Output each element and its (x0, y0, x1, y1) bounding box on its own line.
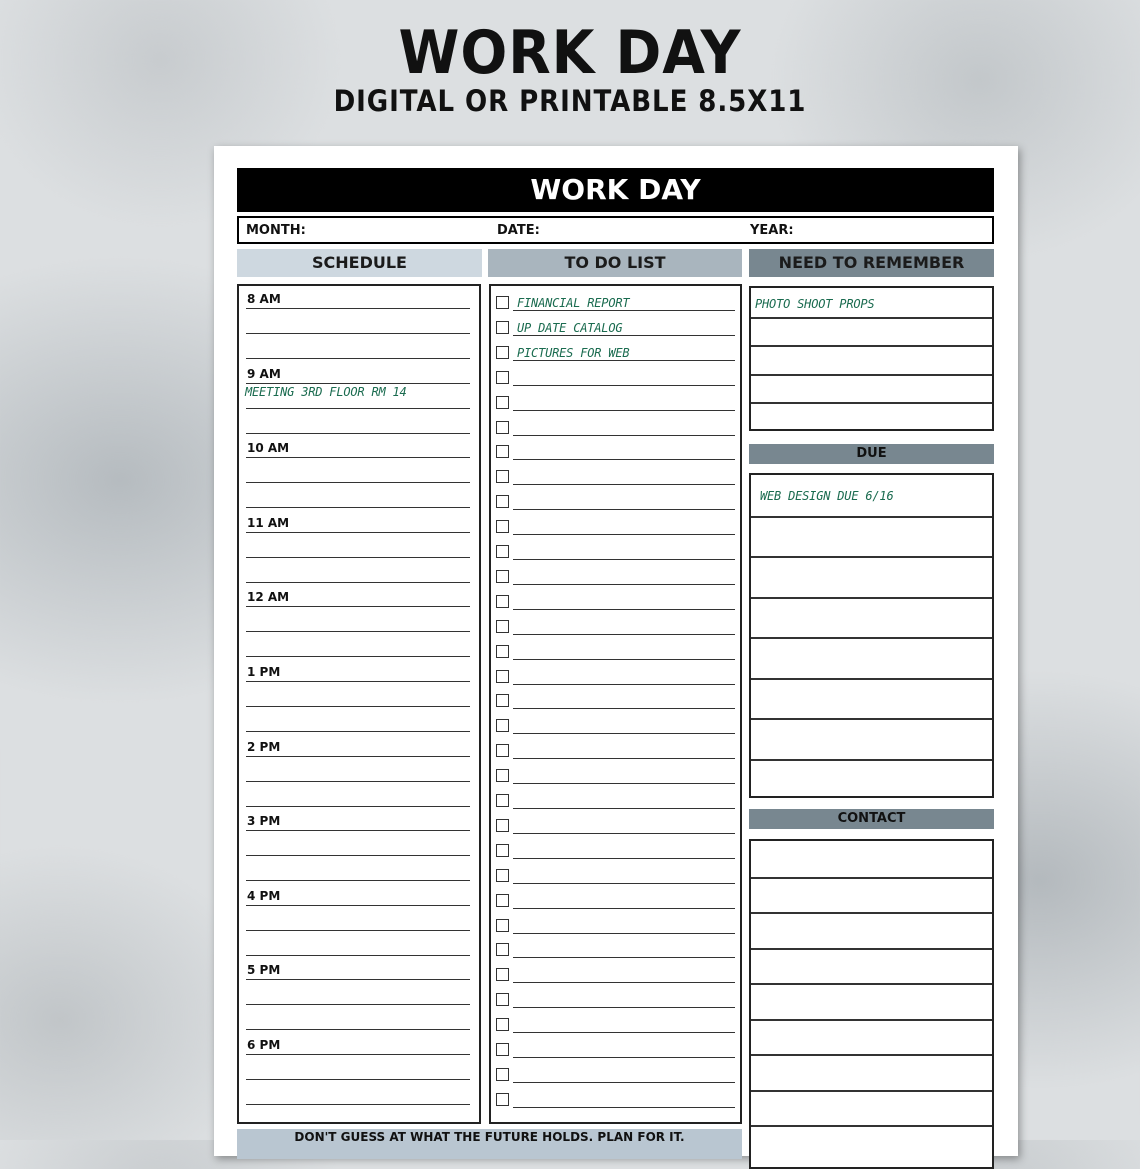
due-write-line[interactable] (751, 556, 992, 558)
schedule-time-label: 6 PM (247, 1038, 281, 1052)
todo-box (489, 284, 742, 1124)
todo-write-line[interactable] (513, 659, 735, 660)
contact-write-line[interactable] (751, 983, 992, 985)
todo-write-line[interactable] (513, 858, 735, 859)
contact-write-line[interactable] (751, 1090, 992, 1092)
schedule-write-line[interactable] (246, 880, 470, 881)
schedule-write-line[interactable] (246, 1104, 470, 1105)
todo-checkbox[interactable] (496, 943, 509, 956)
schedule-write-line[interactable] (246, 308, 470, 309)
schedule-write-line[interactable] (246, 731, 470, 732)
todo-checkbox[interactable] (496, 321, 509, 334)
todo-checkbox[interactable] (496, 869, 509, 882)
schedule-write-line[interactable] (246, 1004, 470, 1005)
todo-checkbox[interactable] (496, 794, 509, 807)
schedule-write-line[interactable] (246, 1029, 470, 1030)
schedule-write-line[interactable] (246, 756, 470, 757)
todo-write-line[interactable] (513, 310, 735, 311)
todo-checkbox[interactable] (496, 769, 509, 782)
due-box (749, 473, 994, 798)
due-write-line[interactable] (751, 678, 992, 680)
schedule-time-label: 11 AM (247, 515, 290, 530)
todo-write-line[interactable] (513, 833, 735, 834)
todo-write-line[interactable] (513, 385, 735, 386)
remember-write-line[interactable] (751, 345, 992, 347)
schedule-write-line[interactable] (246, 1054, 470, 1055)
schedule-write-line[interactable] (246, 507, 470, 508)
todo-write-line[interactable] (513, 957, 735, 958)
schedule-time-label: 9 AM (247, 366, 281, 381)
todo-checkbox[interactable] (496, 371, 509, 384)
schedule-write-line[interactable] (246, 930, 470, 931)
schedule-time-label: 1 PM (247, 665, 281, 679)
todo-write-line[interactable] (513, 609, 735, 610)
remember-header: NEED TO REMEMBER (749, 249, 994, 277)
todo-write-line[interactable] (513, 484, 735, 485)
schedule-time-label: 8 AM (247, 292, 281, 306)
todo-write-line[interactable] (513, 335, 735, 336)
schedule-write-line[interactable] (246, 606, 470, 607)
schedule-write-line[interactable] (246, 979, 470, 980)
todo-checkbox[interactable] (496, 719, 509, 732)
todo-checkbox[interactable] (496, 520, 509, 533)
todo-write-line[interactable] (513, 410, 735, 411)
todo-write-line[interactable] (513, 1032, 735, 1033)
year-label: YEAR: (750, 223, 794, 238)
due-header: DUE (749, 444, 994, 464)
todo-write-line[interactable] (513, 783, 735, 784)
schedule-entry: MEETING 3RD FLOOR RM 14 (245, 385, 407, 399)
todo-item: FINANCIAL REPORT (517, 296, 630, 310)
todo-checkbox[interactable] (496, 296, 509, 309)
todo-write-line[interactable] (513, 534, 735, 535)
date-label: DATE: (497, 223, 540, 238)
todo-checkbox[interactable] (496, 968, 509, 981)
todo-checkbox[interactable] (496, 819, 509, 832)
schedule-write-line[interactable] (246, 955, 470, 956)
todo-write-line[interactable] (513, 808, 735, 809)
hero-title: WORK DAY (398, 18, 742, 88)
todo-item: UP DATE CATALOG (517, 320, 623, 335)
todo-checkbox[interactable] (496, 470, 509, 483)
schedule-write-line[interactable] (246, 408, 470, 409)
footer-quote: DON'T GUESS AT WHAT THE FUTURE HOLDS. PLAN FOR IT. (237, 1129, 742, 1159)
schedule-write-line[interactable] (246, 905, 470, 906)
todo-checkbox[interactable] (496, 620, 509, 633)
contact-header: CONTACT (749, 809, 994, 829)
planner-sheet (214, 146, 1018, 1156)
schedule-write-line[interactable] (246, 582, 470, 583)
todo-checkbox[interactable] (496, 495, 509, 508)
remember-write-line[interactable] (751, 402, 992, 404)
hero-subtitle: DIGITAL OR PRINTABLE 8.5X11 (333, 84, 807, 118)
schedule-write-line[interactable] (246, 457, 470, 458)
schedule-write-line[interactable] (246, 681, 470, 682)
todo-write-line[interactable] (513, 360, 735, 361)
todo-checkbox[interactable] (496, 919, 509, 932)
due-write-line[interactable] (751, 718, 992, 720)
todo-write-line[interactable] (513, 584, 735, 585)
todo-write-line[interactable] (513, 509, 735, 510)
schedule-time-label: 2 PM (247, 739, 281, 754)
schedule-write-line[interactable] (246, 830, 470, 831)
schedule-time-label: 5 PM (247, 963, 281, 978)
todo-write-line[interactable] (513, 1107, 735, 1108)
todo-checkbox[interactable] (496, 421, 509, 434)
todo-checkbox[interactable] (496, 744, 509, 757)
date-line (237, 216, 994, 244)
contact-write-line[interactable] (751, 1054, 992, 1056)
schedule-write-line[interactable] (246, 1079, 470, 1080)
schedule-write-line[interactable] (246, 631, 470, 632)
todo-checkbox[interactable] (496, 1068, 509, 1081)
todo-write-line[interactable] (513, 459, 735, 460)
due-write-line[interactable] (751, 516, 992, 518)
due-item: WEB DESIGN DUE 6/16 (760, 489, 894, 503)
schedule-write-line[interactable] (246, 482, 470, 483)
todo-write-line[interactable] (513, 883, 735, 884)
todo-checkbox[interactable] (496, 894, 509, 907)
remember-item: PHOTO SHOOT PROPS (755, 297, 875, 311)
remember-write-line[interactable] (751, 317, 992, 319)
schedule-write-line[interactable] (246, 358, 470, 359)
todo-write-line[interactable] (513, 435, 735, 436)
schedule-write-line[interactable] (246, 333, 470, 334)
schedule-write-line[interactable] (246, 656, 470, 657)
todo-write-line[interactable] (513, 733, 735, 734)
todo-header: TO DO LIST (488, 249, 742, 277)
todo-write-line[interactable] (513, 634, 735, 635)
schedule-write-line[interactable] (246, 532, 470, 533)
schedule-write-line[interactable] (246, 781, 470, 782)
todo-write-line[interactable] (513, 982, 735, 983)
schedule-time-label: 10 AM (247, 441, 290, 456)
contact-write-line[interactable] (751, 877, 992, 879)
todo-checkbox[interactable] (496, 570, 509, 583)
todo-write-line[interactable] (513, 684, 735, 685)
todo-checkbox[interactable] (496, 445, 509, 458)
schedule-header: SCHEDULE (237, 249, 482, 277)
todo-checkbox[interactable] (496, 1043, 509, 1056)
schedule-write-line[interactable] (246, 433, 470, 434)
todo-checkbox[interactable] (496, 346, 509, 359)
schedule-write-line[interactable] (246, 855, 470, 856)
due-write-line[interactable] (751, 759, 992, 761)
todo-write-line[interactable] (513, 559, 735, 560)
schedule-time-label: 12 AM (247, 590, 290, 605)
remember-box (749, 286, 994, 431)
due-write-line[interactable] (751, 597, 992, 599)
todo-checkbox[interactable] (496, 595, 509, 608)
todo-checkbox[interactable] (496, 844, 509, 857)
todo-write-line[interactable] (513, 708, 735, 709)
contact-write-line[interactable] (751, 948, 992, 950)
todo-write-line[interactable] (513, 1057, 735, 1058)
month-label: MONTH: (246, 223, 306, 238)
todo-write-line[interactable] (513, 1007, 735, 1008)
todo-checkbox[interactable] (496, 1018, 509, 1031)
due-write-line[interactable] (751, 637, 992, 639)
schedule-time-label: 4 PM (247, 888, 281, 903)
todo-checkbox[interactable] (496, 396, 509, 409)
todo-checkbox[interactable] (496, 645, 509, 658)
todo-write-line[interactable] (513, 758, 735, 759)
schedule-write-line[interactable] (246, 706, 470, 707)
todo-checkbox[interactable] (496, 694, 509, 707)
contact-write-line[interactable] (751, 912, 992, 914)
schedule-write-line[interactable] (246, 806, 470, 807)
contact-write-line[interactable] (751, 1019, 992, 1021)
todo-checkbox[interactable] (496, 545, 509, 558)
todo-item: PICTURES FOR WEB (517, 345, 630, 360)
todo-checkbox[interactable] (496, 1093, 509, 1106)
todo-checkbox[interactable] (496, 993, 509, 1006)
remember-write-line[interactable] (751, 374, 992, 376)
todo-write-line[interactable] (513, 908, 735, 909)
sheet-banner: WORK DAY (237, 168, 994, 212)
schedule-time-label: 3 PM (247, 814, 281, 829)
todo-write-line[interactable] (513, 933, 735, 934)
todo-checkbox[interactable] (496, 670, 509, 683)
schedule-box (237, 284, 481, 1124)
contact-box (749, 839, 994, 1169)
schedule-write-line[interactable] (246, 557, 470, 558)
schedule-write-line[interactable] (246, 383, 470, 384)
contact-write-line[interactable] (751, 1125, 992, 1127)
todo-write-line[interactable] (513, 1082, 735, 1083)
